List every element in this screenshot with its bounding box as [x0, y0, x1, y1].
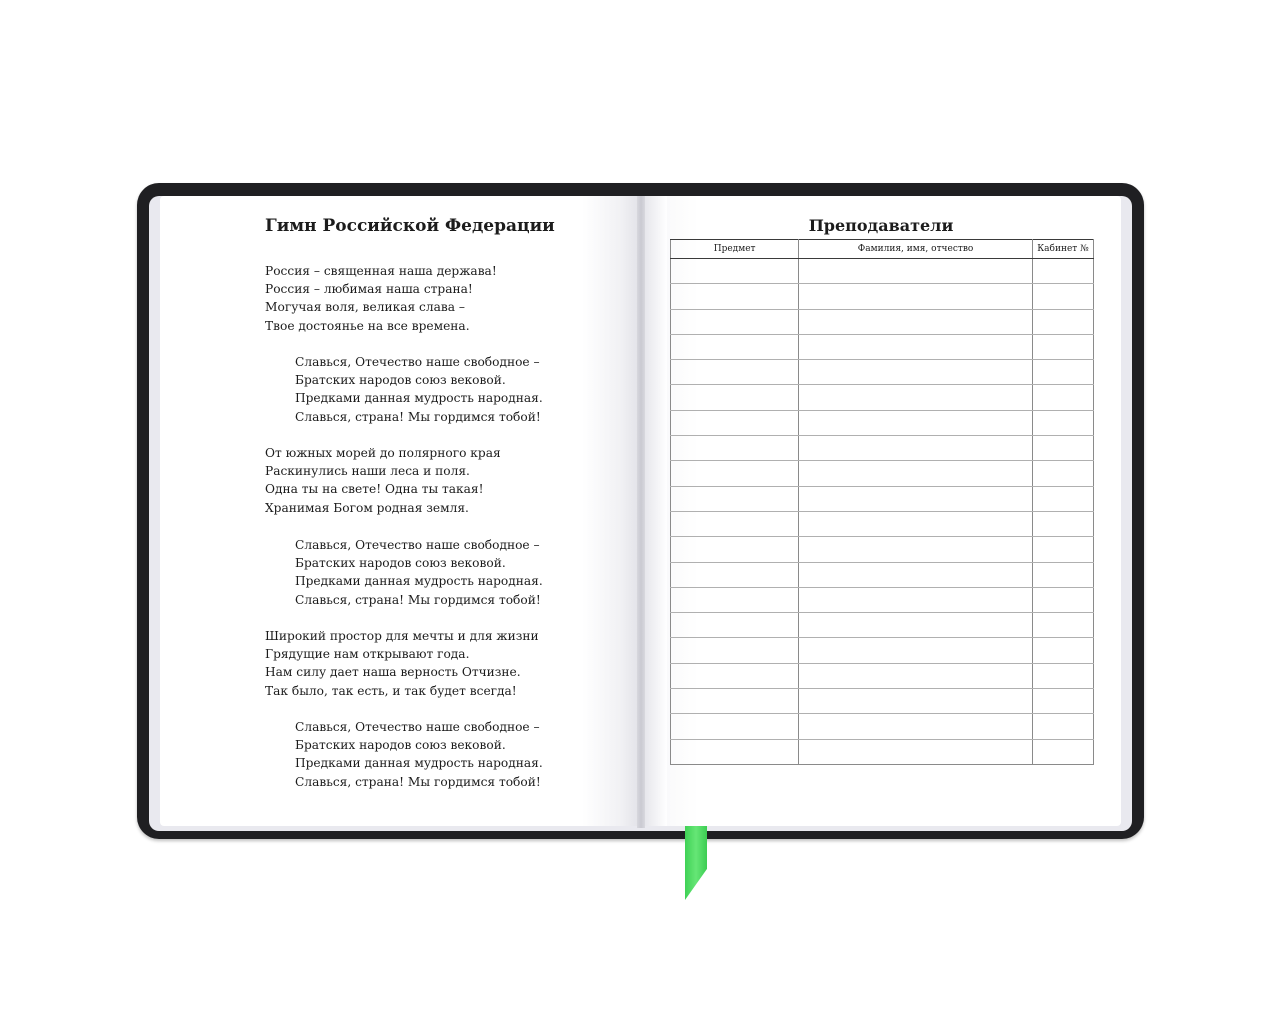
- stanza-line: Раскинулись наши леса и поля.: [265, 464, 470, 479]
- stanza-2: [265, 444, 501, 517]
- left-page: [160, 196, 640, 826]
- table-row: [671, 360, 1094, 385]
- full-name-cell: [799, 334, 1033, 359]
- full-name-cell: [799, 739, 1033, 764]
- room-cell: [1032, 638, 1093, 663]
- full-name-cell: [799, 410, 1033, 435]
- full-name-cell: [799, 537, 1033, 562]
- chorus-1: [295, 353, 543, 426]
- stanza-1: [265, 262, 497, 335]
- table-row: [671, 461, 1094, 486]
- full-name-cell: [799, 284, 1033, 309]
- full-name-cell: [799, 461, 1033, 486]
- table-row: [671, 562, 1094, 587]
- full-name-cell: [799, 587, 1033, 612]
- table-row: [671, 511, 1094, 536]
- room-cell: [1032, 613, 1093, 638]
- full-name-cell: [799, 360, 1033, 385]
- room-cell: [1032, 385, 1093, 410]
- subject-cell: [671, 259, 799, 284]
- subject-cell: [671, 436, 799, 461]
- stanza-line: Хранимая Богом родная земля.: [265, 500, 469, 515]
- subject-cell: [671, 562, 799, 587]
- table-row: [671, 587, 1094, 612]
- stanza-line: От южных морей до полярного края: [265, 446, 501, 460]
- full-name-cell: [799, 638, 1033, 663]
- table-row: [671, 537, 1094, 562]
- subject-cell: [671, 739, 799, 764]
- teachers-table: [670, 239, 1094, 765]
- subject-cell: [671, 714, 799, 739]
- table-row: [671, 638, 1094, 663]
- full-name-cell: [799, 309, 1033, 334]
- stanza-line: Предками данная мудрость народная.: [295, 574, 543, 589]
- right-page: [641, 196, 1121, 826]
- stanza-line: Славься, Отечество наше свободное –: [295, 538, 540, 552]
- stanza-line: Славься, страна! Мы гордимся тобой!: [295, 592, 541, 607]
- stanza-line: Братских народов союз вековой.: [295, 556, 506, 571]
- stanza-line: Россия – священная наша держава!: [265, 264, 497, 278]
- stanza-line: Одна ты на свете! Одна ты такая!: [265, 482, 484, 497]
- table-row: [671, 385, 1094, 410]
- stanza-line: Славься, Отечество наше свободное –: [295, 720, 540, 734]
- table-header-row: [671, 240, 1094, 259]
- room-cell: [1032, 511, 1093, 536]
- table-row: [671, 284, 1094, 309]
- subject-cell: [671, 689, 799, 714]
- table-row: [671, 613, 1094, 638]
- subject-cell: [671, 334, 799, 359]
- anthem-title: Гимн Российской Федерации: [265, 216, 555, 236]
- stanza-line: Грядущие нам открывают года.: [265, 647, 470, 662]
- table-row: [671, 689, 1094, 714]
- subject-cell: [671, 537, 799, 562]
- teachers-title: Преподаватели: [808, 216, 954, 235]
- column-header-room: Кабинет №: [1032, 240, 1093, 259]
- chorus-3: [295, 718, 543, 791]
- room-cell: [1032, 436, 1093, 461]
- full-name-cell: [799, 689, 1033, 714]
- full-name-cell: [799, 259, 1033, 284]
- room-cell: [1032, 689, 1093, 714]
- subject-cell: [671, 360, 799, 385]
- room-cell: [1032, 537, 1093, 562]
- subject-cell: [671, 638, 799, 663]
- room-cell: [1032, 663, 1093, 688]
- stanza-line: Братских народов союз вековой.: [295, 373, 506, 388]
- full-name-cell: [799, 385, 1033, 410]
- subject-cell: [671, 613, 799, 638]
- bookmark-ribbon: [685, 826, 707, 900]
- stanza-line: Нам силу дает наша верность Отчизне.: [265, 665, 521, 680]
- stanza-line: Предками данная мудрость народная.: [295, 756, 543, 771]
- subject-cell: [671, 284, 799, 309]
- table-row: [671, 436, 1094, 461]
- full-name-cell: [799, 613, 1033, 638]
- room-cell: [1032, 562, 1093, 587]
- table-row: [671, 334, 1094, 359]
- full-name-cell: [799, 486, 1033, 511]
- table-row: [671, 714, 1094, 739]
- room-cell: [1032, 714, 1093, 739]
- subject-cell: [671, 486, 799, 511]
- subject-cell: [671, 511, 799, 536]
- stanza-line: Россия – любимая наша страна!: [265, 282, 473, 297]
- room-cell: [1032, 284, 1093, 309]
- column-header-subject: Предмет: [671, 240, 799, 259]
- full-name-cell: [799, 511, 1033, 536]
- room-cell: [1032, 334, 1093, 359]
- room-cell: [1032, 410, 1093, 435]
- spine-gutter: [637, 196, 645, 828]
- stanza-line: Славься, страна! Мы гордимся тобой!: [295, 774, 541, 789]
- stanza-line: Могучая воля, великая слава –: [265, 300, 465, 315]
- full-name-cell: [799, 714, 1033, 739]
- stanza-line: Предками данная мудрость народная.: [295, 391, 543, 406]
- subject-cell: [671, 587, 799, 612]
- table-row: [671, 663, 1094, 688]
- room-cell: [1032, 486, 1093, 511]
- stanza-line: Так было, так есть, и так будет всегда!: [265, 683, 517, 698]
- stanza-line: Широкий простор для мечты и для жизни: [265, 629, 539, 643]
- table-row: [671, 309, 1094, 334]
- table-row: [671, 739, 1094, 764]
- full-name-cell: [799, 663, 1033, 688]
- stanza-3: [265, 627, 539, 700]
- room-cell: [1032, 309, 1093, 334]
- column-header-full-name: Фамилия, имя, отчество: [799, 240, 1033, 259]
- table-row: [671, 410, 1094, 435]
- full-name-cell: [799, 562, 1033, 587]
- stanza-line: Братских народов союз вековой.: [295, 738, 506, 753]
- full-name-cell: [799, 436, 1033, 461]
- room-cell: [1032, 360, 1093, 385]
- room-cell: [1032, 587, 1093, 612]
- room-cell: [1032, 739, 1093, 764]
- chorus-2: [295, 536, 543, 609]
- teachers-table-body: [671, 259, 1094, 765]
- subject-cell: [671, 461, 799, 486]
- table-row: [671, 259, 1094, 284]
- stanza-line: Твое достоянье на все времена.: [265, 318, 470, 333]
- stanza-line: Славься, страна! Мы гордимся тобой!: [295, 409, 541, 424]
- subject-cell: [671, 410, 799, 435]
- table-row: [671, 486, 1094, 511]
- room-cell: [1032, 461, 1093, 486]
- subject-cell: [671, 385, 799, 410]
- room-cell: [1032, 259, 1093, 284]
- stanza-line: Славься, Отечество наше свободное –: [295, 355, 540, 369]
- subject-cell: [671, 663, 799, 688]
- subject-cell: [671, 309, 799, 334]
